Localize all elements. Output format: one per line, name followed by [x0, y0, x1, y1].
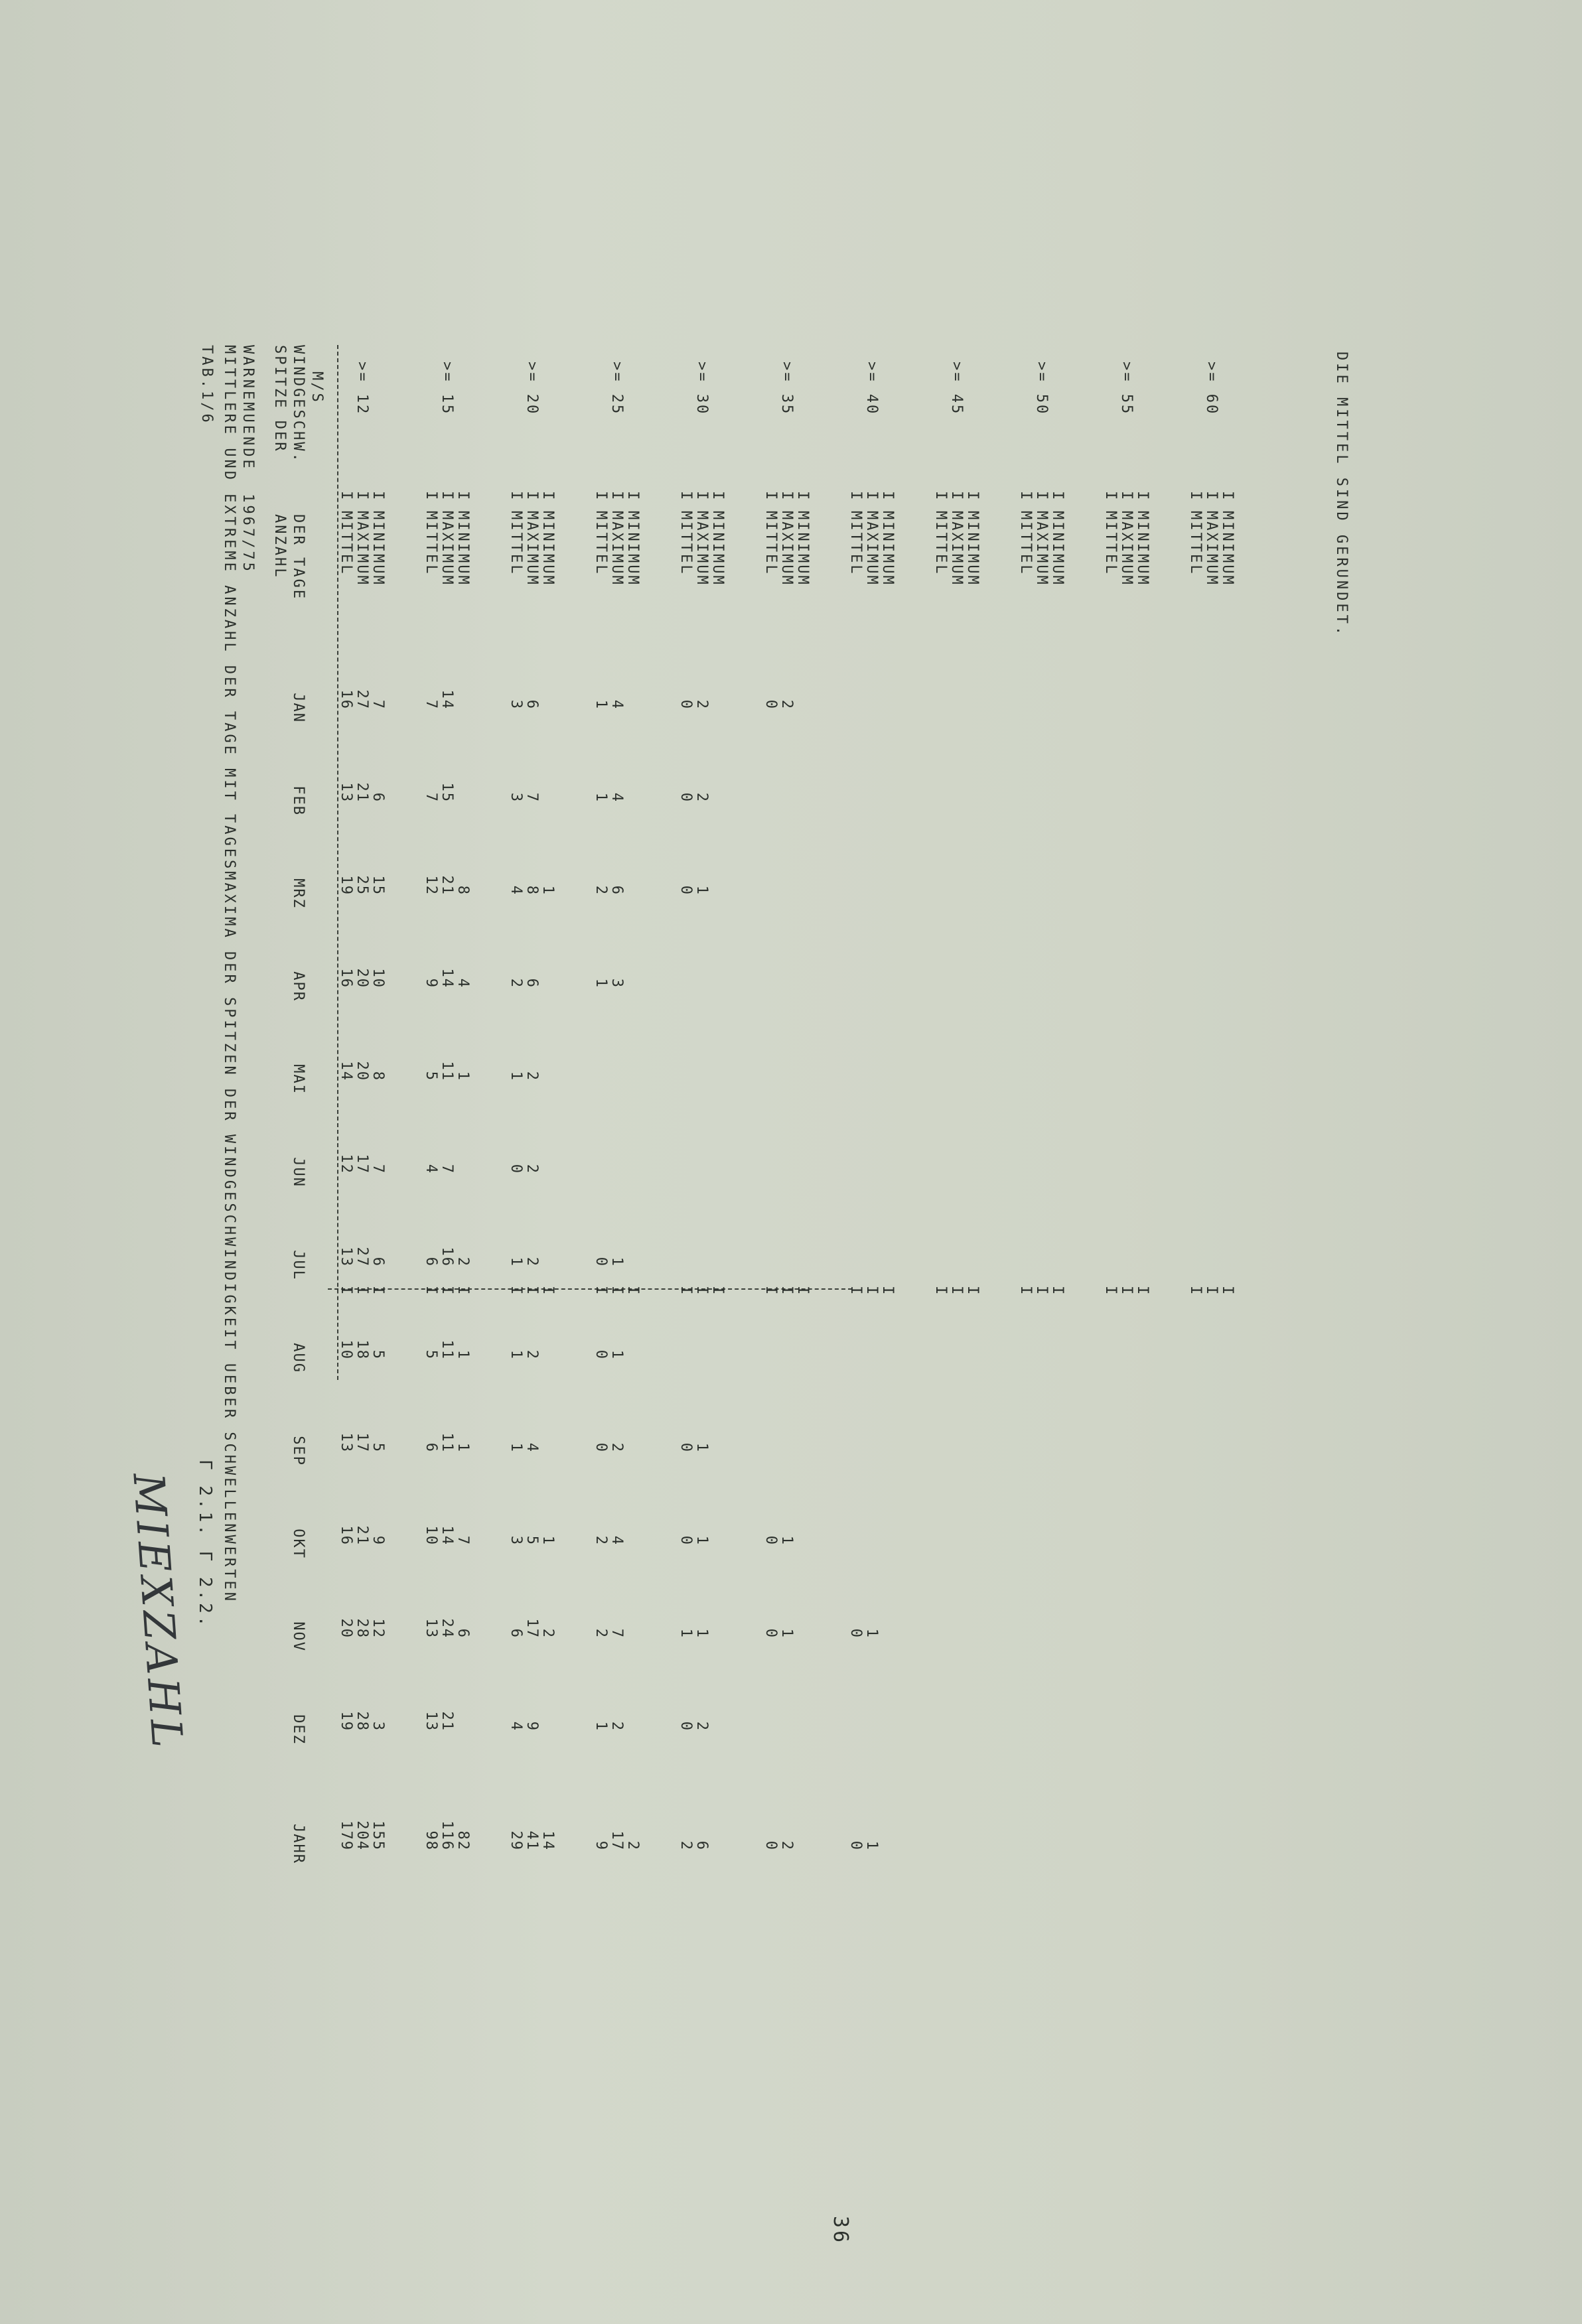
station-period: WARNEMUENDE 1967/75 — [240, 345, 256, 574]
column-divider: I — [863, 1286, 880, 1295]
table-cell: 11 — [439, 1061, 455, 1081]
table-cell: 13 — [423, 1711, 439, 1732]
table-cell: 4 — [508, 885, 524, 896]
table-cell: 155 — [370, 1820, 386, 1851]
table-cell: 12 — [338, 1154, 354, 1174]
table-cell: 2 — [539, 1628, 556, 1639]
table-cell: 0 — [678, 1442, 694, 1453]
table-cell: 7 — [370, 699, 386, 710]
column-divider: I — [762, 491, 779, 500]
column-head-count-2: DER TAGE — [290, 514, 307, 600]
column-divider: I — [1017, 1286, 1034, 1295]
table-cell: 12 — [370, 1618, 386, 1639]
table-cell: 9 — [593, 1840, 609, 1851]
column-divider: I — [370, 491, 386, 500]
page-number: 36 — [829, 2216, 852, 2246]
table-cell: 6 — [524, 978, 540, 989]
table-cell: 2 — [609, 1721, 625, 1732]
stat-label: MAXIMUM — [778, 511, 795, 586]
column-divider: I — [609, 491, 625, 500]
table-cell: 6 — [455, 1628, 471, 1639]
table-cell: 1 — [609, 1257, 625, 1267]
table-cell: 21 — [439, 1711, 455, 1732]
table-cell: 6 — [370, 792, 386, 803]
table-cell: 1 — [508, 1257, 524, 1267]
stat-label: MINIMUM — [624, 511, 641, 586]
reference-code: Γ 2.1. Γ 2.2. — [195, 1460, 215, 1629]
table-cell: 1 — [693, 885, 710, 896]
table-cell: 1 — [508, 1442, 524, 1453]
table-cell: 13 — [423, 1618, 439, 1639]
column-divider: I — [964, 1286, 981, 1295]
column-divider: I — [948, 1286, 965, 1295]
stat-label: MAXIMUM — [524, 511, 540, 586]
threshold-label: >= 35 — [778, 362, 795, 416]
table-cell: 8 — [370, 1071, 386, 1081]
table-cell: 1 — [593, 792, 609, 803]
threshold-label: >= 60 — [1203, 362, 1220, 416]
table-cell: 11 — [439, 1432, 455, 1453]
stat-label: MAXIMUM — [1118, 511, 1135, 586]
table-id: TAB.1/6 — [198, 345, 215, 425]
table-cell: 179 — [338, 1820, 354, 1851]
table-cell: 2 — [524, 1164, 540, 1174]
stat-label: MITTEL — [338, 511, 354, 576]
table-cell: 0 — [847, 1628, 864, 1639]
table-cell: 1 — [508, 1349, 524, 1360]
table-cell: 0 — [593, 1349, 609, 1360]
stat-label: MAXIMUM — [948, 511, 965, 586]
table-cell: 19 — [338, 1711, 354, 1732]
table-cell: 1 — [539, 1535, 556, 1546]
table-cell: 14 — [439, 689, 455, 710]
column-divider: I — [964, 491, 981, 500]
table-cell: 0 — [678, 885, 694, 896]
threshold-label: >= 15 — [439, 362, 455, 416]
table-cell: 1 — [539, 885, 556, 896]
table-cell: 6 — [508, 1628, 524, 1639]
stat-label: MITTEL — [593, 511, 609, 576]
table-cell: 7 — [423, 792, 439, 803]
table-cell: 24 — [439, 1618, 455, 1639]
column-divider: I — [624, 1286, 641, 1295]
column-divider: I — [693, 491, 710, 500]
stat-label: MINIMUM — [539, 511, 556, 586]
column-divider: I — [354, 491, 370, 500]
month-header-jan: JAN — [290, 693, 307, 723]
column-divider: I — [439, 491, 455, 500]
column-divider: I — [593, 1286, 609, 1295]
table-cell: 10 — [370, 968, 386, 989]
column-head-unit: M/S — [309, 372, 325, 404]
stat-label: MITTEL — [508, 511, 524, 576]
stat-label: MINIMUM — [1049, 511, 1066, 586]
month-header-mrz: MRZ — [290, 878, 307, 909]
column-divider: I — [794, 1286, 811, 1295]
table-cell: 0 — [508, 1164, 524, 1174]
table-cell: 7 — [439, 1164, 455, 1174]
table-cell: 1 — [778, 1628, 795, 1639]
table-cell: 3 — [609, 978, 625, 989]
column-divider: I — [678, 1286, 694, 1295]
table-cell: 15 — [370, 875, 386, 896]
table-cell: 13 — [338, 782, 354, 803]
table-cell: 11 — [439, 1339, 455, 1360]
threshold-label: >= 12 — [354, 362, 370, 416]
column-divider: I — [932, 1286, 949, 1295]
stat-label: MINIMUM — [1219, 511, 1236, 586]
column-divider: I — [1187, 491, 1204, 500]
month-header-aug: AUG — [290, 1343, 307, 1373]
table-cell: 29 — [508, 1830, 524, 1851]
table-cell: 6 — [370, 1257, 386, 1267]
table-cell: 2 — [593, 885, 609, 896]
table-cell: 1 — [778, 1535, 795, 1546]
table-cell: 0 — [762, 699, 779, 710]
table-cell: 1 — [455, 1349, 471, 1360]
month-header-apr: APR — [290, 971, 307, 1002]
table-title: MITTLERE UND EXTREME ANZAHL DER TAGE MIT TAGESMAXIMA DER SPITZEN DER WINDGESCHWINDIGKEIT UEBER SCHWELLENWERTEN — [221, 345, 238, 1604]
table-cell: 0 — [678, 1535, 694, 1546]
stat-label: MITTEL — [678, 511, 694, 576]
column-divider: I — [1033, 1286, 1050, 1295]
column-divider: I — [1118, 491, 1135, 500]
table-cell: 0 — [847, 1840, 864, 1851]
table-cell: 17 — [524, 1618, 540, 1639]
table-cell: 2 — [593, 1535, 609, 1546]
table-cell: 2 — [524, 1257, 540, 1267]
table-cell: 0 — [593, 1257, 609, 1267]
table-cell: 1 — [693, 1628, 710, 1639]
table-cell: 6 — [423, 1257, 439, 1267]
handwritten-annotation: MIEXZAHL — [123, 1471, 192, 1753]
table-cell: 1 — [693, 1442, 710, 1453]
table-cell: 3 — [370, 1721, 386, 1732]
column-divider: I — [1203, 1286, 1220, 1295]
column-divider: I — [1219, 1286, 1236, 1295]
column-divider: I — [338, 491, 354, 500]
column-head-count-1: ANZAHL — [271, 514, 288, 579]
table-cell: 4 — [423, 1164, 439, 1174]
table-cell: 15 — [439, 782, 455, 803]
table-cell: 12 — [423, 875, 439, 896]
table-cell: 1 — [863, 1628, 880, 1639]
column-divider: I — [423, 1286, 439, 1295]
table-cell: 2 — [778, 699, 795, 710]
table-cell: 5 — [423, 1349, 439, 1360]
column-divider: I — [879, 491, 896, 500]
rotated-printout — [56, 0, 1582, 2256]
stat-label: MINIMUM — [964, 511, 981, 586]
table-cell: 10 — [423, 1525, 439, 1546]
table-cell: 19 — [338, 875, 354, 896]
table-cell: 2 — [678, 1840, 694, 1851]
table-cell: 2 — [609, 1442, 625, 1453]
month-header-mai: MAI — [290, 1064, 307, 1095]
month-header-sep: SEP — [290, 1436, 307, 1466]
column-divider: I — [762, 1286, 779, 1295]
column-divider: I — [338, 1286, 354, 1295]
table-cell: 0 — [593, 1442, 609, 1453]
column-divider: I — [539, 491, 556, 500]
table-cell: 13 — [338, 1247, 354, 1267]
column-divider: I — [879, 1286, 896, 1295]
table-cell: 6 — [423, 1442, 439, 1453]
table-cell: 3 — [508, 792, 524, 803]
table-cell: 5 — [423, 1071, 439, 1081]
stat-label: MITTEL — [1102, 511, 1119, 576]
table-cell: 25 — [354, 875, 370, 896]
column-divider: I — [1187, 1286, 1204, 1295]
column-divider: I — [624, 491, 641, 500]
column-divider: I — [778, 1286, 795, 1295]
table-cell: 1 — [593, 1721, 609, 1732]
stat-label: MITTEL — [762, 511, 779, 576]
table-cell: 82 — [455, 1830, 471, 1851]
table-cell: 2 — [455, 1257, 471, 1267]
table-cell: 2 — [693, 1721, 710, 1732]
table-cell: 14 — [439, 968, 455, 989]
table-cell: 1 — [678, 1628, 694, 1639]
column-divider: I — [709, 491, 726, 500]
table-cell: 10 — [338, 1339, 354, 1360]
table-cell: 21 — [439, 875, 455, 896]
table-cell: 20 — [338, 1618, 354, 1639]
table-cell: 7 — [423, 699, 439, 710]
column-divider: I — [693, 1286, 710, 1295]
column-divider: I — [508, 491, 524, 500]
column-divider: I — [1219, 491, 1236, 500]
stat-label: MAXIMUM — [863, 511, 880, 586]
column-divider: I — [524, 491, 540, 500]
stat-label: MITTEL — [1017, 511, 1034, 576]
stat-label: MINIMUM — [794, 511, 811, 586]
table-cell: 1 — [593, 699, 609, 710]
table-cell: 2 — [508, 978, 524, 989]
table-cell: 98 — [423, 1830, 439, 1851]
column-divider: I — [1049, 1286, 1066, 1295]
table-cell: 6 — [693, 1840, 710, 1851]
column-divider: I — [539, 1286, 556, 1295]
column-divider: I — [932, 491, 949, 500]
column-divider: I — [1102, 1286, 1119, 1295]
month-header-nov: NOV — [290, 1621, 307, 1652]
threshold-label: >= 55 — [1118, 362, 1135, 416]
stat-label: MINIMUM — [370, 511, 386, 586]
column-divider: I — [778, 491, 795, 500]
table-cell: 18 — [354, 1339, 370, 1360]
table-cell: 28 — [354, 1618, 370, 1639]
stat-label: MAXIMUM — [439, 511, 455, 586]
stat-label: MITTEL — [1187, 511, 1204, 576]
column-divider: I — [354, 1286, 370, 1295]
table-cell: 3 — [508, 1535, 524, 1546]
table-cell: 1 — [455, 1442, 471, 1453]
table-cell: 41 — [524, 1830, 540, 1851]
column-divider: I — [1049, 491, 1066, 500]
column-divider: I — [1134, 1286, 1151, 1295]
table-cell: 0 — [678, 792, 694, 803]
column-divider: I — [455, 491, 471, 500]
threshold-label: >= 20 — [524, 362, 540, 416]
stat-label: MITTEL — [932, 511, 949, 576]
column-divider: I — [1017, 491, 1034, 500]
table-cell: 3 — [508, 699, 524, 710]
column-head-threshold-2: WINDGESCHW. — [290, 345, 307, 464]
table-cell: 7 — [370, 1164, 386, 1174]
table-cell: 0 — [762, 1628, 779, 1639]
table-cell: 1 — [863, 1840, 880, 1851]
column-divider: I — [439, 1286, 455, 1295]
table-cell: 8 — [524, 885, 540, 896]
table-cell: 2 — [593, 1628, 609, 1639]
table-cell: 0 — [678, 1721, 694, 1732]
stat-label: MINIMUM — [709, 511, 726, 586]
month-header-feb: FEB — [290, 786, 307, 816]
stat-label: MAXIMUM — [693, 511, 710, 586]
stat-label: MAXIMUM — [1203, 511, 1220, 586]
table-cell: 2 — [624, 1840, 641, 1851]
column-divider: I — [794, 491, 811, 500]
table-cell: 0 — [762, 1535, 779, 1546]
table-cell: 17 — [609, 1830, 625, 1851]
month-header-okt: OKT — [290, 1529, 307, 1559]
table-cell: 2 — [778, 1840, 795, 1851]
table-cell: 28 — [354, 1711, 370, 1732]
table-cell: 9 — [524, 1721, 540, 1732]
table-cell: 16 — [338, 689, 354, 710]
column-divider: I — [423, 491, 439, 500]
column-divider: I — [948, 491, 965, 500]
table-cell: 27 — [354, 689, 370, 710]
column-divider: I — [709, 1286, 726, 1295]
table-cell: 21 — [354, 782, 370, 803]
table-cell: 1 — [508, 1071, 524, 1081]
column-divider: I — [847, 1286, 864, 1295]
table-cell: 14 — [338, 1061, 354, 1081]
month-header-jahr: JAHR — [290, 1824, 307, 1864]
column-divider: I — [1134, 491, 1151, 500]
column-divider: I — [863, 491, 880, 500]
column-divider: I — [1033, 491, 1050, 500]
table-cell: 0 — [678, 699, 694, 710]
table-cell: 4 — [609, 699, 625, 710]
stat-label: MINIMUM — [455, 511, 471, 586]
column-divider: I — [678, 491, 694, 500]
stat-label: MINIMUM — [1134, 511, 1151, 586]
table-cell: 16 — [338, 1525, 354, 1546]
table-cell: 7 — [609, 1628, 625, 1639]
table-cell: 1 — [455, 1071, 471, 1081]
table-cell: 6 — [609, 885, 625, 896]
month-header-dez: DEZ — [290, 1714, 307, 1745]
table-cell: 5 — [370, 1442, 386, 1453]
month-header-jul: JUL — [290, 1250, 307, 1280]
table-cell: 4 — [508, 1721, 524, 1732]
table-cell: 4 — [455, 978, 471, 989]
table-cell: 9 — [423, 978, 439, 989]
column-head-threshold-1: SPITZE DER — [271, 345, 288, 453]
table-cell: 17 — [354, 1432, 370, 1453]
table-cell: 8 — [455, 885, 471, 896]
table-cell: 1 — [593, 978, 609, 989]
threshold-label: >= 40 — [863, 362, 880, 416]
table-cell: 204 — [354, 1820, 370, 1851]
table-cell: 7 — [455, 1535, 471, 1546]
table-cell: 1 — [609, 1349, 625, 1360]
table-cell: 9 — [370, 1535, 386, 1546]
table-cell: 2 — [693, 699, 710, 710]
table-cell: 20 — [354, 1061, 370, 1081]
table-cell: 27 — [354, 1247, 370, 1267]
table-cell: 2 — [524, 1349, 540, 1360]
stat-label: MITTEL — [423, 511, 439, 576]
table-cell: 20 — [354, 968, 370, 989]
table-cell: 2 — [693, 792, 710, 803]
table-cell: 6 — [524, 699, 540, 710]
table-cell: 14 — [439, 1525, 455, 1546]
table-cell: 2 — [524, 1071, 540, 1081]
table-cell: 16 — [338, 968, 354, 989]
threshold-label: >= 25 — [609, 362, 625, 416]
table-cell: 0 — [762, 1840, 779, 1851]
column-divider: I — [1203, 491, 1220, 500]
footnote: DIE MITTEL SIND GERUNDET. — [1333, 352, 1350, 638]
stat-label: MITTEL — [847, 511, 864, 576]
column-divider: I — [1102, 491, 1119, 500]
table-cell: 5 — [524, 1535, 540, 1546]
stat-label: MAXIMUM — [1033, 511, 1050, 586]
table-cell: 13 — [338, 1432, 354, 1453]
column-divider: I — [524, 1286, 540, 1295]
table-cell: 4 — [524, 1442, 540, 1453]
threshold-label: >= 50 — [1033, 362, 1050, 416]
column-divider: I — [370, 1286, 386, 1295]
column-divider: I — [508, 1286, 524, 1295]
table-cell: 7 — [524, 792, 540, 803]
threshold-label: >= 45 — [948, 362, 965, 416]
column-divider: I — [609, 1286, 625, 1295]
threshold-label: >= 30 — [693, 362, 710, 416]
table-cell: 116 — [439, 1820, 455, 1851]
column-divider: I — [847, 491, 864, 500]
table-cell: 5 — [370, 1349, 386, 1360]
column-divider: I — [455, 1286, 471, 1295]
stat-label: MINIMUM — [879, 511, 896, 586]
table-cell: 21 — [354, 1525, 370, 1546]
column-divider: I — [593, 491, 609, 500]
table-cell: 1 — [693, 1535, 710, 1546]
table-cell: 4 — [609, 1535, 625, 1546]
table-cell: 16 — [439, 1247, 455, 1267]
month-header-jun: JUN — [290, 1157, 307, 1188]
table-cell: 14 — [539, 1830, 556, 1851]
table-cell: 4 — [609, 792, 625, 803]
stat-label: MAXIMUM — [354, 511, 370, 586]
table-cell: 17 — [354, 1154, 370, 1174]
stat-label: MAXIMUM — [609, 511, 625, 586]
column-divider: I — [1118, 1286, 1135, 1295]
